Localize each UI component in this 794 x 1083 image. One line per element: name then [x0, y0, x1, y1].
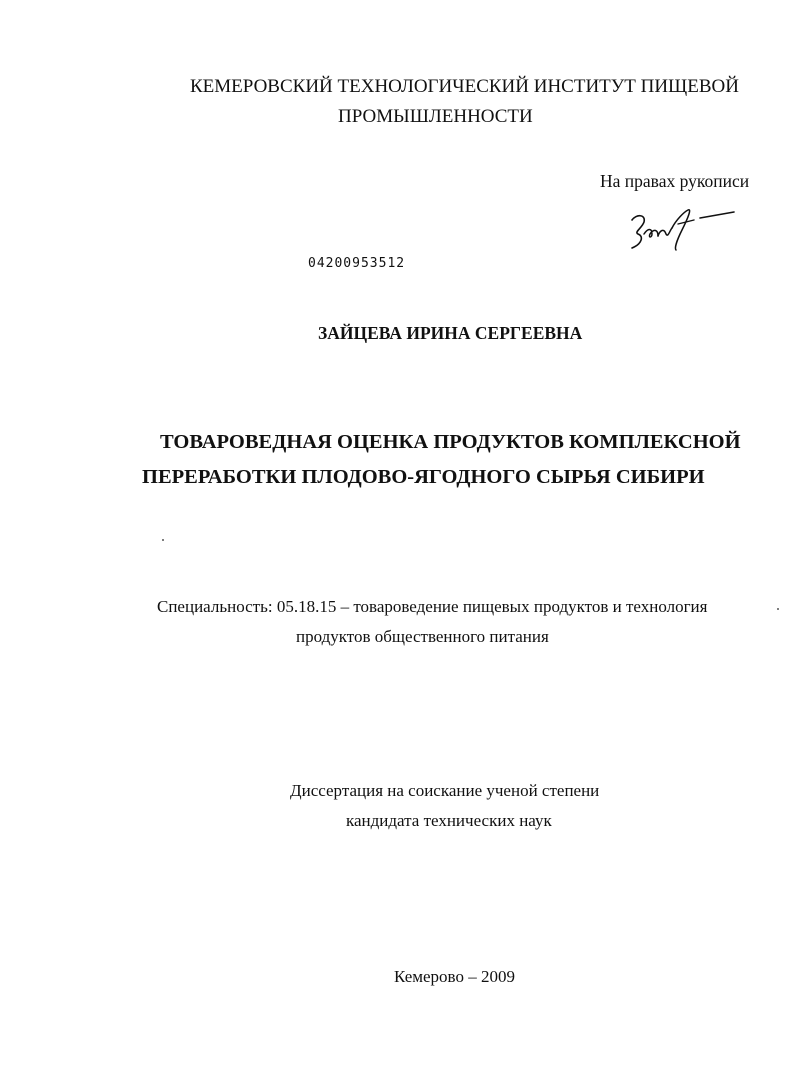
institute-name-line-2: ПРОМЫШЛЕННОСТИ: [338, 106, 533, 127]
rights-note: На правах рукописи: [600, 171, 750, 191]
author-name: ЗАЙЦЕВА ИРИНА СЕРГЕЕВНА: [318, 323, 583, 343]
dissertation-line-1: Диссертация на соискание ученой степени: [290, 781, 600, 800]
scan-speck: [777, 608, 779, 610]
signature-icon: [622, 204, 737, 256]
thesis-title-line-1: ТОВАРОВЕДНАЯ ОЦЕНКА ПРОДУКТОВ КОМПЛЕКСНОЙ: [160, 431, 741, 453]
catalog-number: 04200953512: [308, 256, 406, 271]
thesis-title-line-2: ПЕРЕРАБОТКИ ПЛОДОВО-ЯГОДНОГО СЫРЬЯ СИБИРИ: [142, 466, 705, 488]
dissertation-line-2: кандидата технических наук: [346, 811, 552, 830]
specialty-line-2: продуктов общественного питания: [296, 627, 549, 646]
scan-speck: [162, 539, 164, 541]
institute-name-line-1: КЕМЕРОВСКИЙ ТЕХНОЛОГИЧЕСКИЙ ИНСТИТУТ ПИЩЕВОЙ: [190, 76, 739, 97]
specialty-line-1: Специальность: 05.18.15 – товароведение пищевых продуктов и технология: [157, 597, 708, 616]
place-and-year: Кемерово – 2009: [394, 967, 515, 986]
